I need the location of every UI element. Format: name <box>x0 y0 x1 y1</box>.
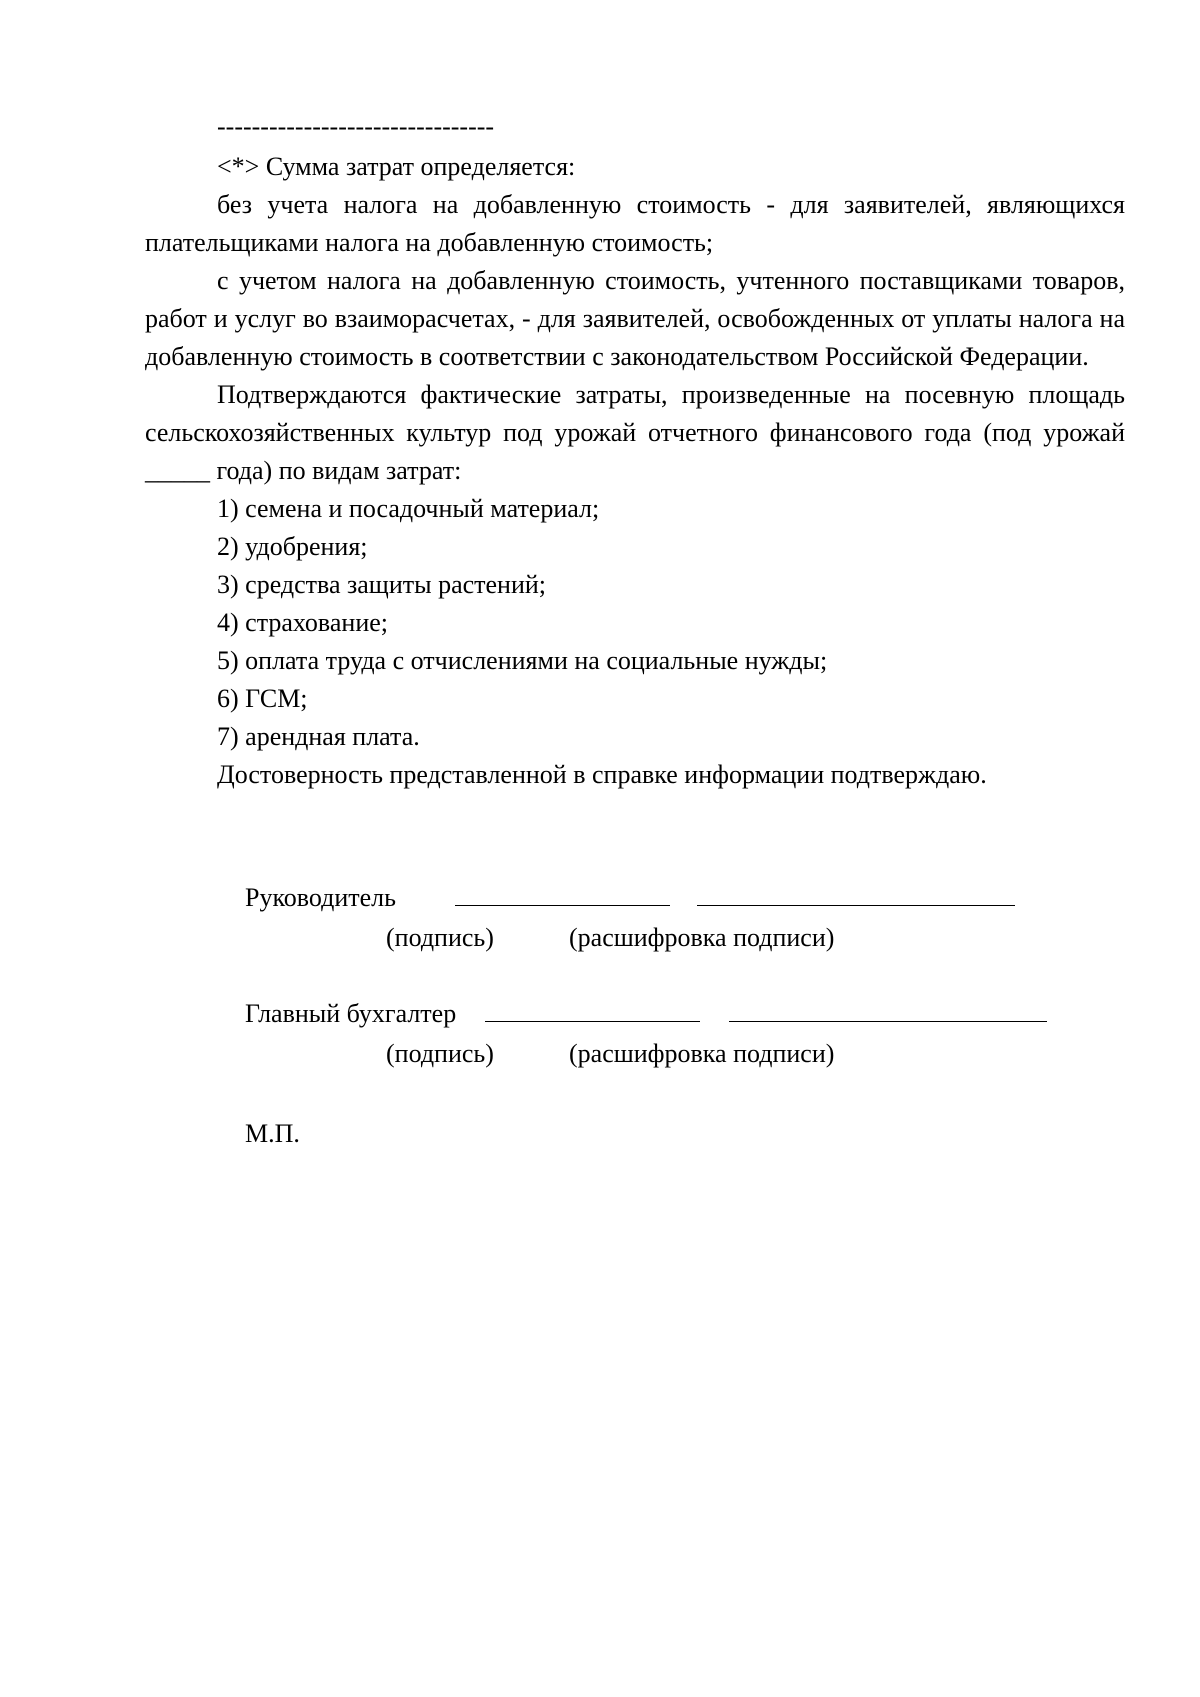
head-sign-caption: (подпись) <box>386 923 494 952</box>
footnote-separator: -------------------------------- <box>217 112 495 141</box>
accountant-signature-line <box>485 998 700 1030</box>
footnote-heading: <*> Сумма затрат определяется: <box>217 152 576 181</box>
head-decode-caption: (расшифровка подписи) <box>569 923 835 952</box>
head-signature-line <box>455 882 670 914</box>
accountant-decode-caption: (расшифровка подписи) <box>569 1039 835 1068</box>
footnote-paragraph-2: с учетом налога на добавленную стоимость, учтенного поставщиками товаров, работ и услуг во взаиморасчетах, - для заявителей, освобожденных от уплаты налога на добавленную стоимость в соответствии с законодательством Российской Федерации. <box>145 266 1125 371</box>
cost-items-list <box>145 490 1125 756</box>
list-item: 5) оплата труда с отчислениями на социальные нужды; <box>217 646 828 675</box>
accountant-sign-caption: (подпись) <box>386 1039 494 1068</box>
attestation-text: Достоверность представленной в справке информации подтверждаю. <box>217 760 987 789</box>
list-item: 7) арендная плата. <box>217 722 420 751</box>
confirmation-intro: Подтверждаются фактические затраты, произведенные на посевную площадь сельскохозяйственных культур под урожай отчетного финансового года (под урожай _____ года) по видам затрат: <box>145 380 1125 485</box>
head-label: Руководитель <box>245 883 396 912</box>
document-body <box>145 148 1125 794</box>
accountant-decode-line <box>729 998 1047 1030</box>
head-decode-line <box>697 882 1015 914</box>
stamp-place-label: М.П. <box>245 1119 300 1148</box>
list-item: 1) семена и посадочный материал; <box>217 494 600 523</box>
list-item: 2) удобрения; <box>217 532 368 561</box>
list-item: 4) страхование; <box>217 608 388 637</box>
list-item: 3) средства защиты растений; <box>217 570 547 599</box>
accountant-label: Главный бухгалтер <box>245 999 457 1028</box>
list-item: 6) ГСМ; <box>217 684 308 713</box>
footnote-paragraph-1: без учета налога на добавленную стоимость - для заявителей, являющихся плательщиками налога на добавленную стоимость; <box>145 190 1125 257</box>
